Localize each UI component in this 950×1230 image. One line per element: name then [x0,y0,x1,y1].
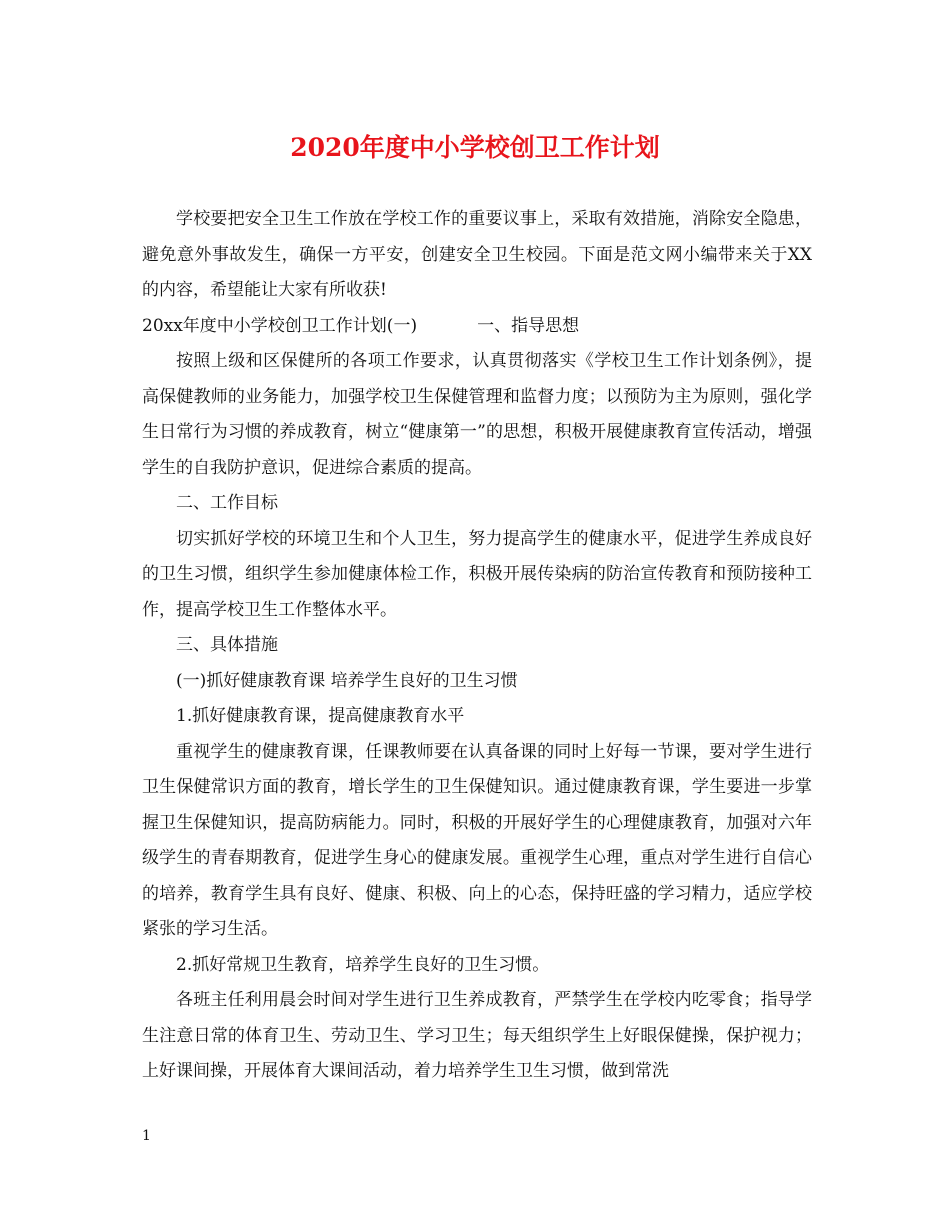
subtitle-line [142,309,812,345]
item-1-paragraph: 重视学生的健康教育课，任课教师要在认真备课的同时上好每一节课，要对学生进行卫生保健常识方面的教育，增长学生的卫生保健知识。通过健康教育课，学生要进一步掌握卫生保健知识，提高防病能力。同时，积极的开展好学生的心理健康教育，加强对六年级学生的青春期教育，促进学生身心的健康发展。重视学生心理，重点对学生进行自信心的培养，教育学生具有良好、健康、积极、向上的心态，保持旺盛的学习精力，适应学校紧张的学习生活。 [142,741,812,939]
document-body [142,202,812,1090]
item-heading-1: 1.抓好健康教育课，提高健康教育水平 [176,706,465,726]
sub-heading-health-education: (一)抓好健康教育课 培养学生良好的卫生习惯 [176,670,518,691]
heading-guiding-ideology: 一、指导思想 [477,315,580,336]
document-title: 2020年度中小学校创卫工作计划 [290,133,660,162]
item-heading-2: 2.抓好常规卫生教育，培养学生良好的卫生习惯。 [176,954,550,975]
heading-work-goals: 二、工作目标 [176,493,278,513]
item-2-paragraph: 各班主任利用晨会时间对学生进行卫生养成教育，严禁学生在学校内吃零食；指导学生注意日常的体育卫生、劳动卫生、学习卫生；每天组织学生上好眼保健操，保护视力；上好课间操，开展体育大课间活动，着力培养学生卫生习惯，做到常洗 [142,990,812,1081]
intro-paragraph: 学校要把安全卫生工作放在学校工作的重要议事上，采取有效措施，消除安全隐患，避免意外事故发生，确保一方平安，创建安全卫生校园。下面是范文网小编带来关于XX的内容，希望能让大家有所收获! [142,209,812,300]
guiding-ideology-paragraph: 按照上级和区保健所的各项工作要求，认真贯彻落实《学校卫生工作计划条例》，提高保健教师的业务能力，加强学校卫生保健管理和监督力度；以预防为主为原则，强化学生日常行为习惯的养成教育，树立“健康第一”的思想，积极开展健康教育宣传活动，增强学生的自我防护意识，促进综合素质的提高。 [142,351,812,478]
heading-specific-measures: 三、具体措施 [176,635,278,655]
subtitle-plan-name: 20xx年度中小学校创卫工作计划(一) [142,315,418,336]
work-goals-paragraph: 切实抓好学校的环境卫生和个人卫生，努力提高学生的健康水平，促进学生养成良好的卫生习惯，组织学生参加健康体检工作，积极开展传染病的防治宣传教育和预防接种工作，提高学校卫生工作整体水平。 [142,528,812,620]
page-number: 1 [142,1128,151,1144]
